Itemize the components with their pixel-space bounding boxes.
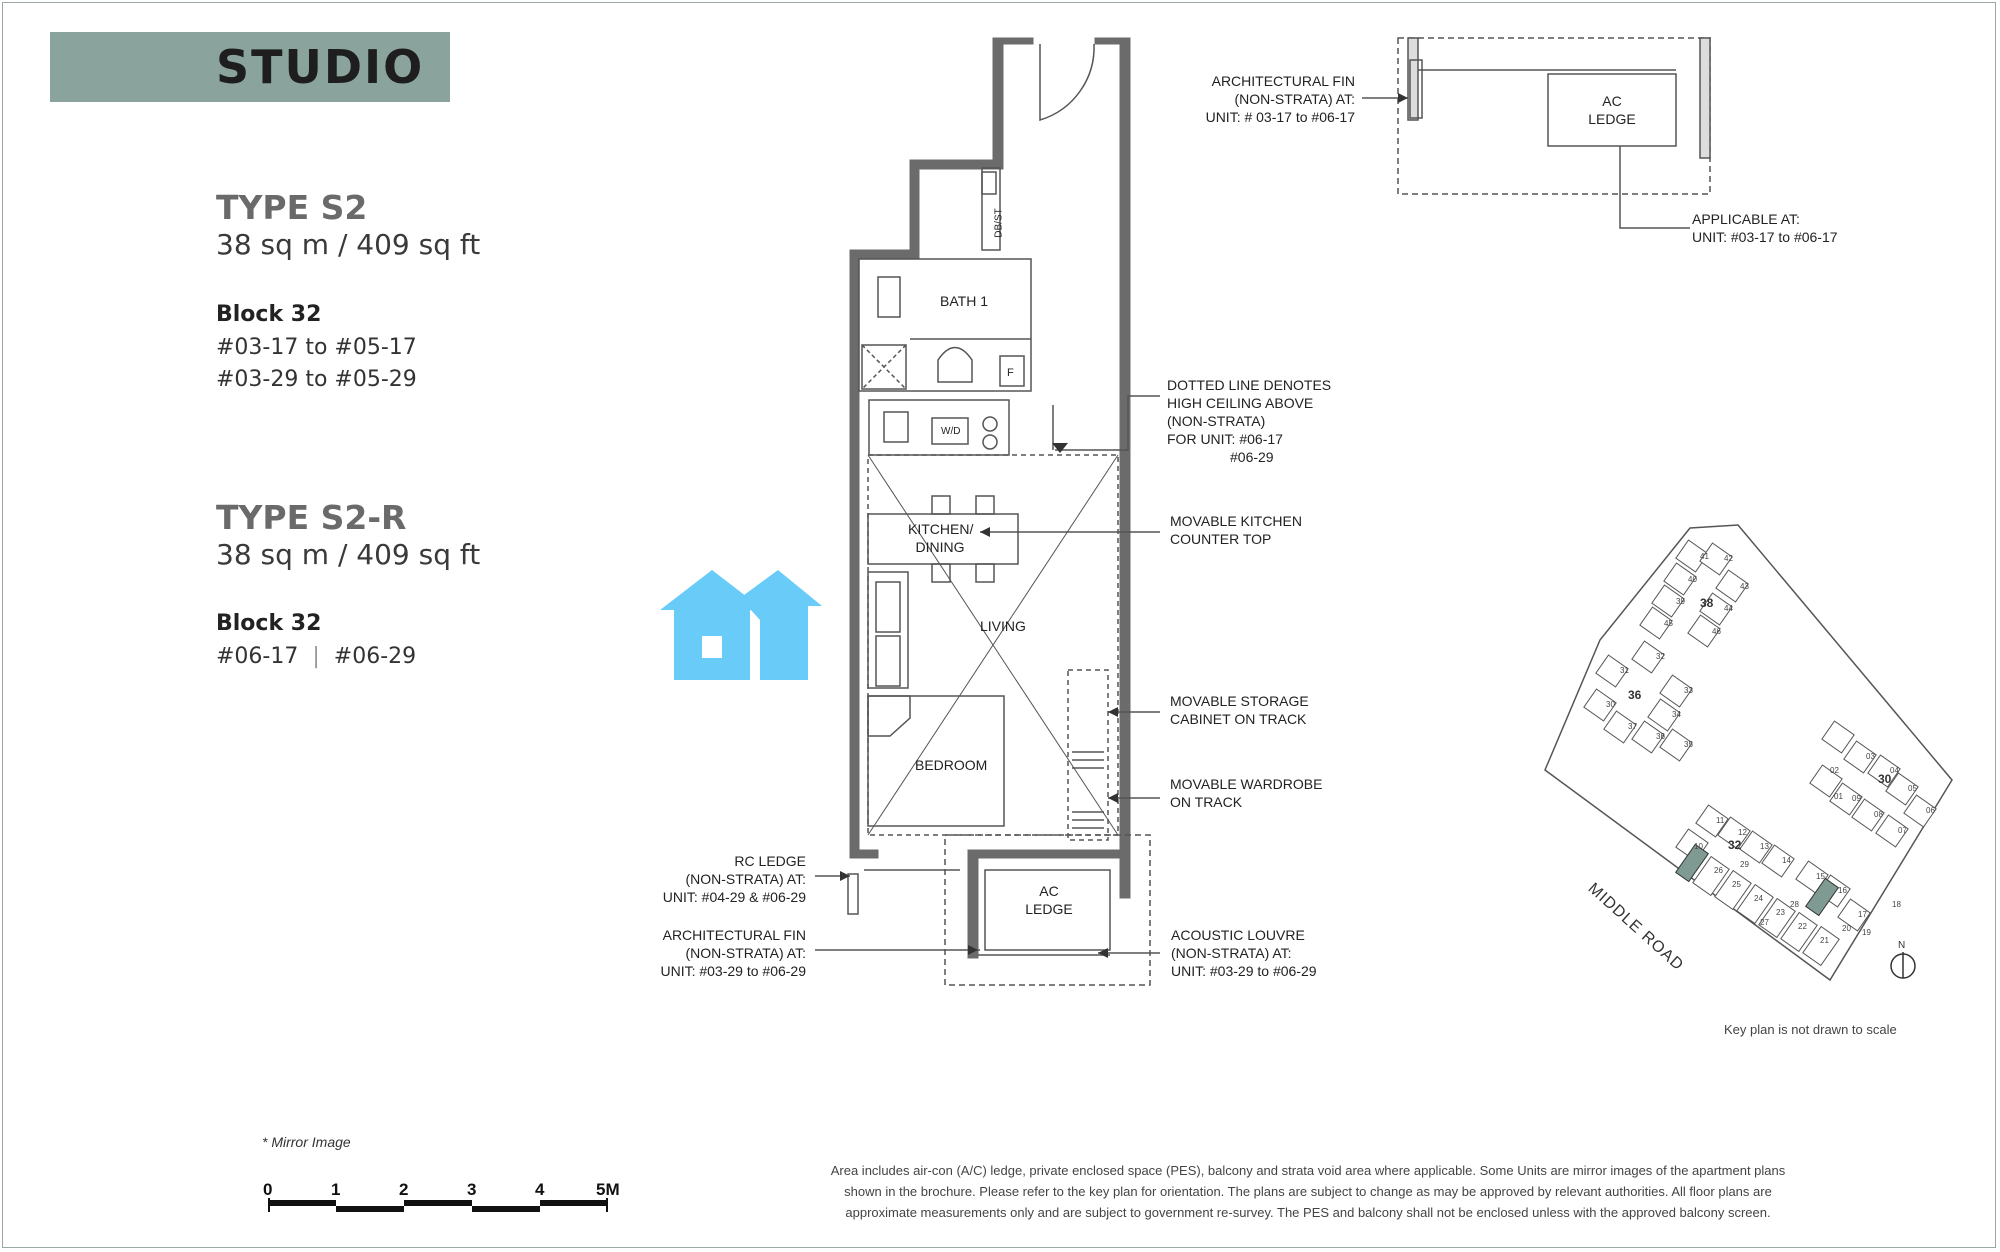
key-plan-unit-11: 11 [1716,816,1725,825]
disclaimer-line-3: approximate measurements only and are subject to government re-survey. The PES and balcony shall not be enclosed unless with the approved balcony screen. [845,1205,1771,1220]
callout-applicable-1: APPLICABLE AT: [1692,211,1800,227]
unit-separator: | [312,644,320,669]
room-wd: W/D [941,426,961,437]
key-plan-unit-12: 12 [1738,828,1747,837]
key-plan-unit-09: 09 [1852,794,1861,803]
scale-label-0: 0 [263,1180,273,1199]
key-plan-unit-27: 27 [1760,918,1769,927]
scale-label-2: 2 [399,1180,409,1199]
room-dbst: DB/ST [993,208,1005,238]
callout-arch-fin-bottom [656,926,806,980]
callout-rc-ledge-3: UNIT: #04-29 & #06-29 [662,889,806,905]
type-s2-area: 38 sq m / 409 sq ft [216,228,481,261]
key-plan-unit-44: 44 [1724,604,1733,613]
callout-acoustic-louvre [1171,926,1317,980]
key-plan-unit-20: 20 [1842,924,1851,933]
disclaimer [768,1160,1848,1223]
key-plan-block-38: 38 [1700,596,1714,610]
page-title: STUDIO [216,40,425,94]
callout-rc-ledge-2: (NON-STRATA) AT: [685,871,806,887]
key-plan-unit-21: 21 [1820,936,1829,945]
key-plan-unit-25: 25 [1732,880,1741,889]
key-plan-unit-07: 07 [1898,826,1907,835]
callout-dotted-line [1167,376,1331,466]
key-plan-unit-26: 26 [1714,866,1723,875]
callout-rc-ledge [660,852,806,906]
key-plan-unit-23: 23 [1776,908,1785,917]
room-fridge: F [1007,367,1014,379]
callout-arch-fin-bottom-2: (NON-STRATA) AT: [685,945,806,961]
key-plan-block-32: 32 [1728,838,1742,852]
type-s2-units-2: #03-29 to #05-29 [216,367,417,392]
callout-wardrobe-1: MOVABLE WARDROBE [1170,776,1323,792]
callout-dotted-line-1: DOTTED LINE DENOTES [1167,377,1332,393]
disclaimer-line-2: shown in the brochure. Please refer to the key plan for orientation. The plans are subject to change as may be approved by relevant authorities. All floor plans are [844,1184,1772,1199]
key-plan-unit-10: 10 [1694,842,1703,851]
callout-wardrobe-2: ON TRACK [1170,794,1243,810]
room-kitchen-line-2: DINING [915,539,965,555]
key-plan-unit-18: 18 [1892,900,1901,909]
room-ac-ledge [1022,882,1076,918]
key-plan-unit-42: 42 [1724,554,1733,563]
key-plan-unit-36: 36 [1656,732,1665,741]
callout-wardrobe [1170,775,1322,811]
key-plan-unit-33: 33 [1684,686,1693,695]
callout-storage-cabinet [1170,692,1309,728]
north-arrow-icon [1891,952,1915,978]
key-plan-unit-04: 04 [1890,766,1899,775]
scale-bar [268,1198,608,1212]
key-plan-road: MIDDLE ROAD [1584,880,1687,975]
watermark-house-icon [660,570,822,680]
callout-dotted-line-3: (NON-STRATA) [1167,413,1266,429]
type-s2-block: Block 32 [216,302,322,327]
key-plan-unit-15: 15 [1816,872,1825,881]
callout-acoustic-louvre-2: (NON-STRATA) AT: [1171,945,1292,961]
key-plan-unit-41: 41 [1700,552,1709,561]
key-plan-unit-03: 03 [1866,752,1875,761]
key-plan-unit-08: 08 [1874,810,1883,819]
scale-label-3: 3 [467,1180,477,1199]
callout-dotted-line-4: FOR UNIT: #06-17 [1167,431,1283,447]
key-plan-note: Key plan is not drawn to scale [1724,1022,1897,1037]
key-plan-unit-01: 01 [1834,792,1843,801]
room-kitchen-line-1: KITCHEN/ [908,521,974,537]
key-plan-unit-17: 17 [1858,910,1867,919]
type-s2r-unit-2: #06-29 [333,644,417,669]
key-plan-unit-39: 39 [1676,597,1685,606]
callout-kitchen-counter [1170,512,1302,548]
callout-arch-fin-top-2: (NON-STRATA) AT: [1234,91,1355,107]
disclaimer-line-1: Area includes air-con (A/C) ledge, private enclosed space (PES), balcony and strata void area where applicable. Some Units are mirror images of the apartment plans [830,1163,1786,1178]
scale-label-5m: 5M [596,1180,620,1199]
callout-arch-fin-bottom-1: ARCHITECTURAL FIN [662,927,806,943]
type-s2-units-1: #03-17 to #05-17 [216,335,417,360]
key-plan-block-30: 30 [1878,772,1892,786]
key-plan-unit-22: 22 [1798,922,1807,931]
type-s2r-block: Block 32 [216,611,322,636]
key-plan-unit-28: 28 [1790,900,1799,909]
key-plan-unit-45: 45 [1664,619,1673,628]
type-s2-title: TYPE S2 [216,188,368,227]
key-plan-unit-24: 24 [1754,894,1763,903]
room-ac-ledge-line-2: LEDGE [1025,901,1073,917]
key-plan-unit-29: 29 [1740,860,1749,869]
callout-applicable [1692,210,1838,246]
callout-kitchen-counter-2: COUNTER TOP [1170,531,1272,547]
callout-acoustic-louvre-3: UNIT: #03-29 to #06-29 [1171,963,1317,979]
type-s2r-unit-1: #06-17 [216,644,299,669]
callout-storage-cabinet-2: CABINET ON TRACK [1170,711,1307,727]
top-ac-ledge-line-2: LEDGE [1588,111,1636,127]
scale-label-4: 4 [535,1180,545,1199]
key-plan-block-36: 36 [1628,688,1642,702]
room-kitchen-dining [908,520,972,556]
room-ac-ledge-line-1: AC [1039,883,1059,899]
north-label: N [1898,940,1906,951]
callout-kitchen-counter-1: MOVABLE KITCHEN [1170,513,1302,529]
key-plan-unit-40: 40 [1688,575,1697,584]
key-plan-unit-13: 13 [1760,842,1769,851]
key-plan-unit-06: 06 [1926,806,1935,815]
callout-dotted-line-2: HIGH CEILING ABOVE [1167,395,1314,411]
type-s2r-area: 38 sq m / 409 sq ft [216,538,481,571]
key-plan-unit-31: 31 [1620,666,1629,675]
callout-dotted-line-5: #06-29 [1230,449,1274,465]
top-ac-ledge [1585,92,1639,128]
callout-arch-fin-top-3: UNIT: # 03-17 to #06-17 [1205,109,1355,125]
room-bedroom: BEDROOM [915,757,988,773]
key-plan-unit-30: 30 [1606,700,1615,709]
callout-acoustic-louvre-1: ACOUSTIC LOUVRE [1171,927,1305,943]
key-plan-unit-32: 32 [1656,652,1665,661]
key-plan-unit-05: 05 [1908,784,1917,793]
key-plan-unit-43: 43 [1740,582,1749,591]
callout-arch-fin-bottom-3: UNIT: #03-29 to #06-29 [660,963,806,979]
callout-rc-ledge-1: RC LEDGE [734,853,806,869]
mirror-note: * Mirror Image [262,1134,351,1150]
type-s2r-title: TYPE S2-R [216,498,407,537]
key-plan-unit-02: 02 [1830,766,1839,775]
callout-storage-cabinet-1: MOVABLE STORAGE [1170,693,1309,709]
callout-arch-fin-top-1: ARCHITECTURAL FIN [1211,73,1355,89]
callout-arch-fin-top [1200,72,1355,126]
scale-label-1: 1 [331,1180,341,1199]
key-plan-unit-46: 46 [1712,627,1721,636]
callout-applicable-2: UNIT: #03-17 to #06-17 [1692,229,1838,245]
key-plan-unit-37: 37 [1628,722,1637,731]
key-plan-unit-35: 35 [1684,740,1693,749]
key-plan-unit-19: 19 [1862,928,1871,937]
top-ac-ledge-line-1: AC [1602,93,1622,109]
key-plan-unit-16: 16 [1838,886,1847,895]
room-bath: BATH 1 [940,293,988,309]
key-plan-unit-34: 34 [1672,710,1681,719]
room-living: LIVING [980,618,1026,634]
key-plan-unit-14: 14 [1782,856,1791,865]
